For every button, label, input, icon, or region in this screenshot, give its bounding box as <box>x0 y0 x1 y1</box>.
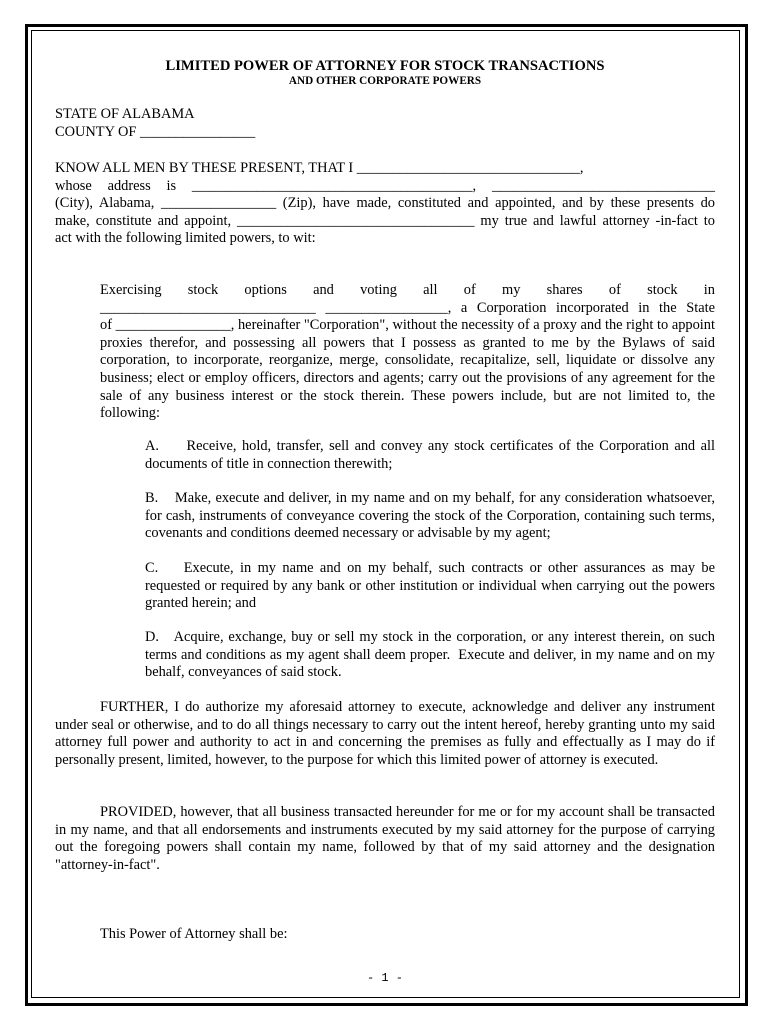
intro-paragraph <box>55 160 715 248</box>
powers-paragraph <box>100 282 715 423</box>
document-title: LIMITED POWER OF ATTORNEY FOR STOCK TRANSACTIONS <box>165 58 605 74</box>
document-subtitle: AND OTHER CORPORATE POWERS <box>288 75 482 87</box>
power-item-c: C. Execute, in my name and on my behalf, such contracts or other assurances as may be requested or required by any bank or other institution or individual when carrying out the powers granted herein; and <box>145 560 715 612</box>
powers-line-1: Exercising stock options and voting all of my shares of stock in <box>100 282 715 298</box>
intro-line-2: whose address is _______________________________________, _______________________________ <box>55 177 715 194</box>
intro-line-1: KNOW ALL MEN BY THESE PRESENT, THAT I _______________________________, <box>55 160 584 176</box>
provided-paragraph: PROVIDED, however, that all business transacted hereunder for me or for my account shall be transacted in my name, and that all endorsements and instruments executed by my said attorney for the purpose of carrying out the foregoing powers shall contain my name, followed by that of my said attorney and the designation "attorney-in-fact". <box>55 804 715 873</box>
intro-line-4: make, constitute and appoint, _________________________________ my true and lawful attorney -in-fact to <box>55 212 715 229</box>
intro-line-3: (City), Alabama, ________________ (Zip), have made, constituted and appointed, and by these presents do <box>55 195 715 212</box>
page-number: - 1 - <box>366 971 403 985</box>
state-line: STATE OF ALABAMA <box>55 106 195 122</box>
power-item-a: A. Receive, hold, transfer, sell and convey any stock certificates of the Corporation and all documents of title in connection therewith; <box>145 438 715 472</box>
intro-line-5: act with the following limited powers, to wit: <box>55 230 316 247</box>
powers-line-2: ______________________________ _________________, a Corporation incorporated in the State <box>100 299 715 316</box>
power-item-d: D. Acquire, exchange, buy or sell my stock in the corporation, or any interest therein, on such terms and conditions as my agent shall deem proper. Execute and deliver, in my name and on my behalf, conveyances of said stock. <box>145 629 715 681</box>
powers-body: of ________________, hereinafter "Corporation", without the necessity of a proxy and the right to appoint proxies therefor, and possessing all powers that I possess as granted to me by the Bylaws of said corporation, to incorporate, reorganize, merge, consolidate, recapitalize, sell, liquidate or dissolve any business; elect or employ officers, directors and agents; carry out the provisions of any agreement for the sale of any business interest or the stock therein. These powers include, but are not limited to, the following: <box>100 317 715 422</box>
county-line: COUNTY OF ________________ <box>55 123 256 140</box>
further-paragraph: FURTHER, I do authorize my aforesaid attorney to execute, acknowledge and deliver any instrument under seal or otherwise, and to do all things necessary to carry out the intent hereof, hereby granting unto my said attorney full power and authority to act in and concerning the premises as fully and effectually as I may do if personally present, limited, however, to the purpose for which this limited power of attorney is executed. <box>55 699 715 768</box>
power-item-b: B. Make, execute and deliver, in my name and on my behalf, for any consideration whatsoever, for cash, instruments of conveyance covering the stock of the Corporation, containing such terms, covenants and conditions deemed necessary or advisable by my agent; <box>145 490 715 542</box>
shall-be-line: This Power of Attorney shall be: <box>100 926 288 942</box>
venue-block <box>55 106 715 141</box>
